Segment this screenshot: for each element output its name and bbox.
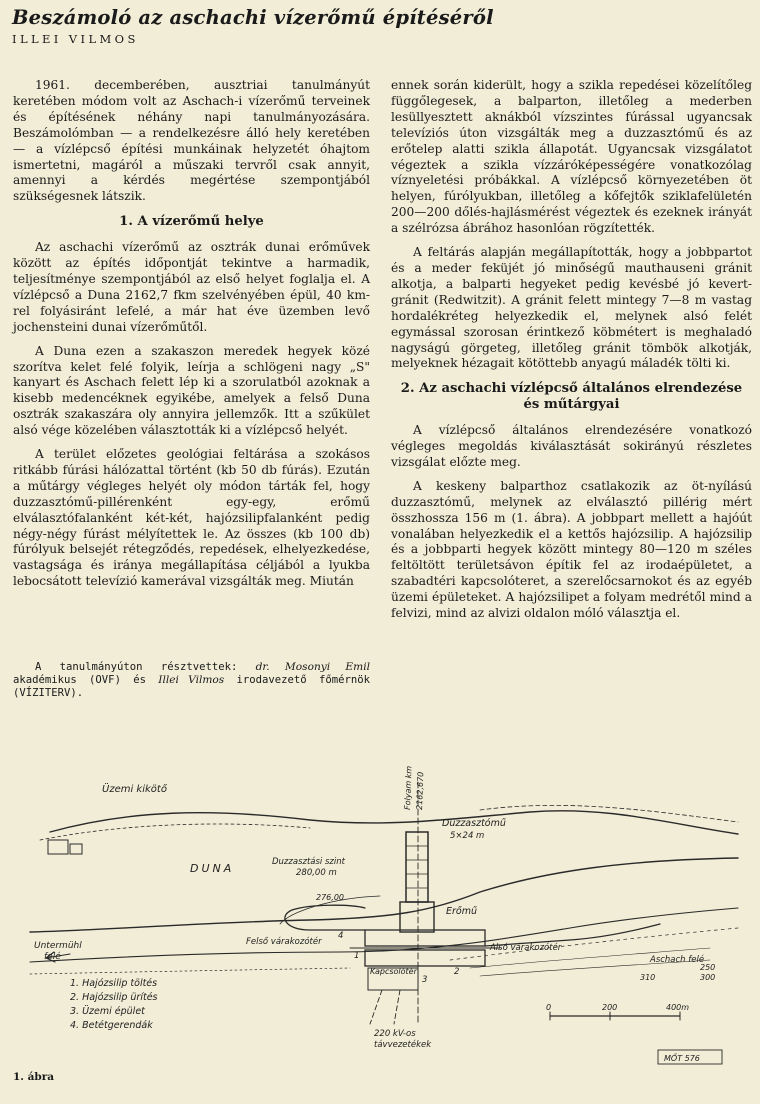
- legend-item-3: 3. Üzemi épület: [70, 1006, 145, 1017]
- power-house: [400, 902, 434, 932]
- figure-stamp: MŐT 576: [664, 1054, 700, 1063]
- paragraph: A keskeny balparthoz csatlakozik az öt-nyílású duzzasztómű, melynek az elválasztó pillérig mért összhossza 156 m (1. ábra). A jobbpart mellett a hajóút vonalában helyezkedik el a kettős hajózsilip. A hajózsilip és a jobbparti hegyek között mintegy 80—120 m széles feltöltött területsávon építik fel az irodaépületet, a szabadtéri kapcsolóteret, a szerelőcsarnokot és az egyéb üzemi épületeket. A hajózsilipet a folyam medrétől mind a felvizi, mind az alvizi oldalon móló választja el.: [391, 478, 752, 621]
- label-switchyard: Kapcsolótér: [370, 967, 417, 976]
- label-transmission-1: 220 kV-os: [374, 1029, 416, 1039]
- paragraph: A Duna ezen a szakaszon meredek hegyek közé szorítva kelet felé folyik, leírja a schlögeni nagy „S" kanyart és Aschach felett lép ki a szorulatból azoknak a kisebb medencéknek egyikébe, amelyek a felső Duna osztrák szakaszára oly annyira jellemzők. Itt a szűkület alsó vége közelében választották ki a vízlépcső helyét.: [13, 343, 370, 438]
- article-title: Beszámoló az aschachi vízerőmű építéséről: [12, 6, 494, 29]
- label-contour-300: 300: [700, 973, 716, 982]
- label-scale-200: 200: [602, 1003, 618, 1012]
- label-untermuhl-direction: felé: [44, 952, 61, 962]
- paragraph: A vízlépcső általános elrendezésére vonatkozó végleges megoldás kiválasztását sokirányú részletes vizsgálat előzte meg.: [391, 423, 752, 469]
- label-harbour: Üzemi kikötő: [102, 784, 167, 795]
- legend-item-2: 2. Hajózsilip ürítés: [70, 992, 158, 1003]
- label-level-276: 276,00: [316, 893, 344, 902]
- label-upper-waiting: Felső várakozótér: [246, 937, 322, 947]
- section-heading-1: 1. A vízerőmű helye: [119, 214, 264, 230]
- paragraph: Az aschachi vízerőmű az osztrák dunai erőművek között az építés időpontját tekintve a harmadik, teljesítménye szempontjából az első helyet foglalja el. A vízlépcső a Duna 2162,7 fkm szelvényében épül, 40 km-rel folyásiránt lefelé, a már hat éve üzemben levő jochensteini dunai vízerőműtől.: [13, 240, 370, 334]
- author-name: ILLEI VILMOS: [12, 32, 139, 46]
- label-duna: DUNA: [190, 862, 235, 875]
- footnote-name: Illei Vilmos: [158, 674, 225, 686]
- label-marker-4: 4: [338, 931, 344, 941]
- label-power-house: Erőmű: [446, 906, 477, 917]
- label-river-km: Folyam km: [403, 765, 414, 811]
- label-scale-0: 0: [546, 1003, 552, 1012]
- paragraph: A terület előzetes geológiai feltárása a szokásos ritkább fúrási hálózattal történt (kb 50 db fúrás). Ezután a műtárgy végleges helyét oly módon tárták fel, hogy duzzasztómű-pillérenként egy-egy, erőmű elválasztófalanként két-két, hajózsilipfalanként pedig négy-négy fúrást mélyítettek le. Az összes (kb 100 db) fúrólyuk belsejét rétegződés, repedések, elhelyezkedése, vastagsága és iránya megállapítása céljából a lyukba lebocsátott televízió kamerával vizsgálták meg. Miután: [13, 447, 370, 589]
- footnote: [13, 661, 370, 700]
- text-column-right: [391, 78, 752, 630]
- transmission-line: [370, 990, 382, 1024]
- paragraph: ennek során kiderült, hogy a szikla repedései közelítőleg függőlegesek, a balparton, illetőleg a mederben lesüllyesztett aknákból vízszintes fúrással ugyancsak televíziós úton vizsgálták meg a duzzasztómű és az erőtelep alatti szikla állapotát. Ugyancsak vizsgálatot végeztek a szikla vízzáróképességére vonatkozólag víznyeletési próbákkal. A vízlépcső környezetében öt helyen, fúrólyukban, illetőleg a kőfejtők sziklafelületén 200—200 dőlés-hajlásmérést végeztek és ezeknek irányát a szélrózsa ábrához hasonlóan rögzítették.: [391, 78, 752, 236]
- river-bank-upper: [50, 811, 738, 834]
- legend-item-1: 1. Hajózsilip töltés: [70, 978, 158, 989]
- site-plan-figure: [10, 762, 750, 1074]
- label-river-km-value: 2162,670: [415, 771, 426, 811]
- footnote-text: akadémikus (OVF) és: [13, 674, 146, 686]
- section-heading-2: 2. Az aschachi vízlépcső általános elrendezése és műtárgyai: [400, 381, 743, 413]
- footnote-text: irodavezető főmérnök (VÍZITERV).: [13, 674, 370, 699]
- text-column-left: [13, 78, 370, 598]
- label-marker-1: 1: [354, 951, 360, 961]
- paragraph: A feltárás alapján megállapították, hogy a jobbpartot és a meder feküjét jó minőségű mauthauseni gránit alkotja, a balparti hegyeket pedig kevésbé jó kevert-gránit (Redwitzit). A gránit felett mintegy 7—8 m vastag hordalékréteg helyezkedik el, melynek alsó felét egymással szorosan érintkező köbmétert is meghaladó nagyságú görgeteg, illetőleg gránit tömbök alkotják, melyeknek hézagait kötöttebb anyagú máladék tölti ki.: [391, 245, 752, 371]
- label-impoundment: Duzzasztási szint: [272, 857, 345, 867]
- label-untermuhl: Untermühl: [34, 941, 82, 951]
- label-impoundment-value: 280,00 m: [296, 868, 337, 878]
- footnote-name: dr. Mosonyi Emil: [255, 661, 370, 673]
- label-contour-250: 250: [700, 963, 716, 972]
- harbour-buildings: [48, 840, 68, 854]
- label-scale-400: 400m: [666, 1003, 690, 1012]
- label-lower-waiting: Alsó várakozótér: [490, 943, 562, 953]
- figure-caption: 1. ábra: [13, 1071, 55, 1083]
- river-bank-lower: [30, 858, 738, 932]
- label-weir: Duzzasztómű: [442, 818, 506, 829]
- label-transmission-2: távvezetékek: [374, 1040, 432, 1050]
- label-aschach: Aschach felé: [650, 955, 705, 965]
- legend-item-4: 4. Betétgerendák: [70, 1020, 153, 1031]
- label-marker-2: 2: [454, 967, 460, 977]
- footnote-prefix: A tanulmányúton résztvettek:: [35, 661, 238, 673]
- weir-structure: [406, 832, 428, 902]
- label-marker-3: 3: [422, 975, 428, 985]
- label-contour-310: 310: [640, 973, 656, 982]
- paragraph-intro: 1961. decemberében, ausztriai tanulmányút keretében módom volt az Aschach-i vízerőmű terveinek és építésének néhány napi tanulmányozására. Beszámolómban — a rendelkezésre álló hely keretében — a vízlépcső építési munkáinak helyzetét óhajtom ismertetni, magáról a műszaki tervről csak annyit, amennyi a kérdés megértése szempontjából szükségesnek látszik.: [13, 78, 370, 204]
- label-weir-dim: 5×24 m: [450, 831, 485, 841]
